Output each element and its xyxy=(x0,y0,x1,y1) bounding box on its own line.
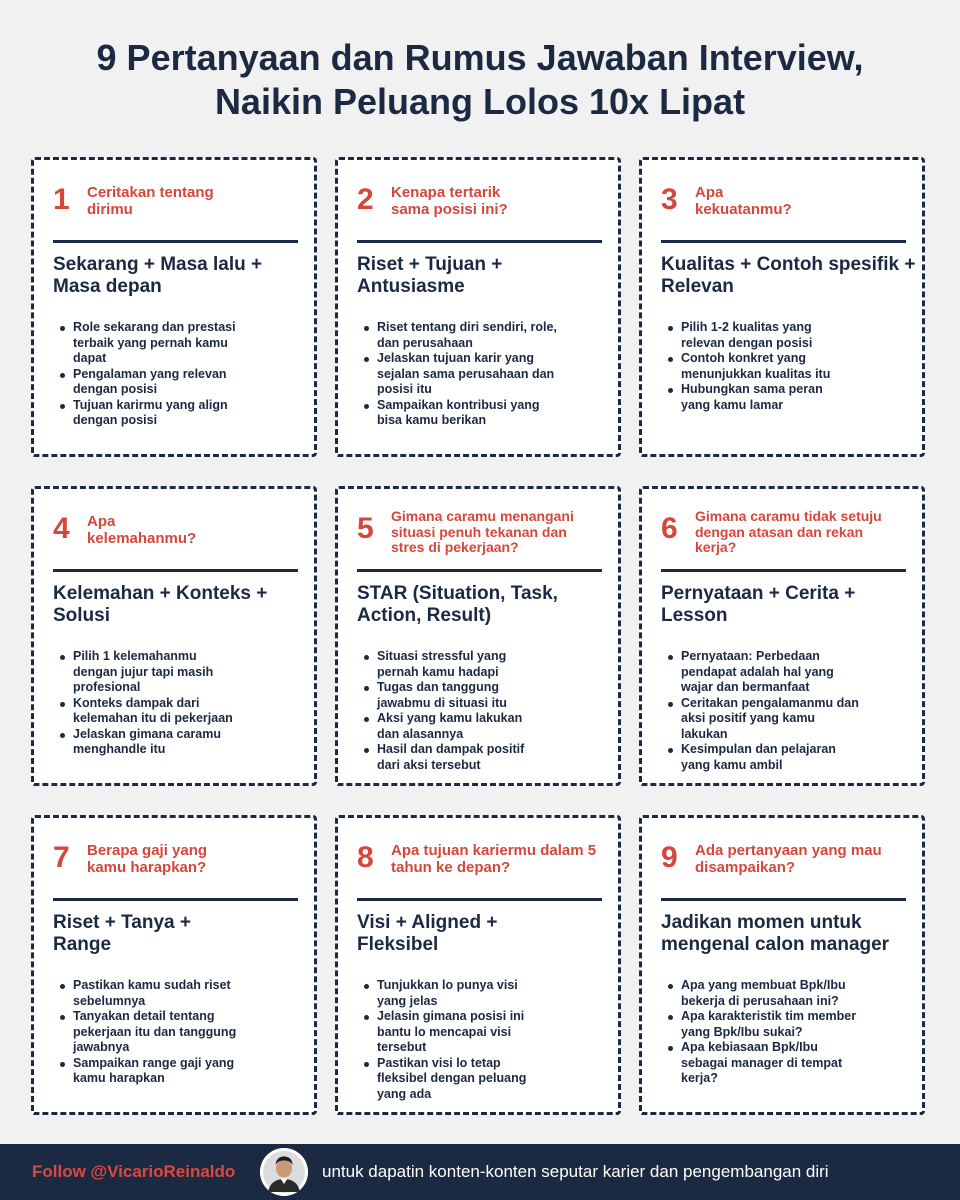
bullet-item: Pilih 1-2 kualitas yang relevan dengan posisi xyxy=(681,320,851,351)
bullet-item: Tugas dan tanggung jawabmu di situasi itu xyxy=(377,680,537,711)
page-title xyxy=(0,36,960,124)
question-card-8 xyxy=(335,815,621,1115)
card-header xyxy=(357,838,602,888)
bullet-item: Ceritakan pengalamanmu dan aksi positif yang kamu lakukan xyxy=(681,696,861,743)
bullet-item: Pernyataan: Perbedaan pendapat adalah hal yang wajar dan bermanfaat xyxy=(681,649,861,696)
card-divider xyxy=(661,898,906,901)
card-question: Apa tujuan kariermu dalam 5 tahun ke depan? xyxy=(391,842,597,876)
bullet-item: Situasi stressful yang pernah kamu hadapi xyxy=(377,649,537,680)
bullet-item: Sampaikan kontribusi yang bisa kamu berikan xyxy=(377,398,557,429)
card-bullets xyxy=(357,649,537,773)
card-divider xyxy=(53,898,298,901)
card-question: Apa kekuatanmu? xyxy=(695,184,792,218)
bullet-item: Riset tentang diri sendiri, role, dan perusahaan xyxy=(377,320,557,350)
card-header xyxy=(661,838,906,888)
card-bullets xyxy=(53,978,243,1087)
card-bullets xyxy=(357,978,537,1102)
question-card-2 xyxy=(335,157,621,457)
card-formula: Riset + Tujuan + Antusiasme xyxy=(357,254,503,297)
bullet-item: Tunjukkan lo punya visi yang jelas xyxy=(377,978,537,1009)
title-line-2: Naikin Peluang Lolos 10x Lipat xyxy=(214,81,746,122)
follow-link[interactable]: Follow @VicarioReinaldo xyxy=(32,1162,236,1181)
card-number: 8 xyxy=(357,841,374,874)
bullet-item: Tanyakan detail tentang pekerjaan itu dan tanggung jawabnya xyxy=(73,1009,243,1056)
card-header xyxy=(357,509,602,559)
card-divider xyxy=(661,569,906,572)
card-divider xyxy=(357,898,602,901)
bullet-item: Tujuan karirmu yang align dengan posisi xyxy=(73,398,243,429)
question-grid xyxy=(31,157,925,1117)
card-question: Berapa gaji yang kamu harapkan? xyxy=(87,842,208,876)
card-bullets xyxy=(357,320,557,429)
card-number: 1 xyxy=(53,183,70,216)
card-bullets xyxy=(661,320,851,413)
card-number: 4 xyxy=(53,512,70,545)
person-icon xyxy=(260,1148,308,1196)
bullet-item: Hasil dan dampak positif dari aksi tersebut xyxy=(377,742,537,773)
bullet-item: Hubungkan sama peran yang kamu lamar xyxy=(681,382,851,413)
card-formula: Sekarang + Masa lalu + Masa depan xyxy=(53,254,263,297)
bullet-item: Apa karakteristik tim member yang Bpk/Ibu sukai? xyxy=(681,1009,861,1040)
bullet-item: Apa kebiasaan Bpk/Ibu sebagai manager di tempat kerja? xyxy=(681,1040,861,1087)
card-formula: Riset + Tanya + Range xyxy=(53,912,191,955)
card-number: 3 xyxy=(661,183,678,216)
card-header xyxy=(661,509,906,559)
bullet-item: Aksi yang kamu lakukan dan alasannya xyxy=(377,711,537,742)
bullet-item: Pastikan kamu sudah riset sebelumnya xyxy=(73,978,243,1009)
card-question: Gimana caramu menangani situasi penuh tekanan dan stres di pekerjaan? xyxy=(391,508,574,555)
card-divider xyxy=(53,569,298,572)
bullet-item: Pengalaman yang relevan dengan posisi xyxy=(73,367,243,398)
bullet-item: Pastikan visi lo tetap fleksibel dengan peluang yang ada xyxy=(377,1056,537,1103)
bullet-item: Jelasin gimana posisi ini bantu lo mencapai visi tersebut xyxy=(377,1009,537,1056)
card-question: Ada pertanyaan yang mau disampaikan? xyxy=(695,842,882,876)
card-number: 6 xyxy=(661,512,678,545)
card-header xyxy=(53,180,298,230)
title-line-1: 9 Pertanyaan dan Rumus Jawaban Interview, xyxy=(96,37,864,78)
question-card-3 xyxy=(639,157,925,457)
question-card-1 xyxy=(31,157,317,457)
bullet-item: Contoh konkret yang menunjukkan kualitas itu xyxy=(681,351,851,382)
card-bullets xyxy=(661,649,861,773)
bullet-item: Pilih 1 kelemahanmu dengan jujur tapi masih profesional xyxy=(73,649,243,696)
card-bullets xyxy=(53,649,243,758)
card-divider xyxy=(661,240,906,243)
card-header xyxy=(53,838,298,888)
bullet-item: Jelaskan gimana caramu menghandle itu xyxy=(73,727,243,758)
question-card-4 xyxy=(31,486,317,786)
card-number: 2 xyxy=(357,183,374,216)
card-question: Kenapa tertarik sama posisi ini? xyxy=(391,184,508,218)
bullet-item: Jelaskan tujuan karir yang sejalan sama perusahaan dan posisi itu xyxy=(377,351,557,398)
bullet-item: Sampaikan range gaji yang kamu harapkan xyxy=(73,1056,243,1087)
question-card-7 xyxy=(31,815,317,1115)
card-header xyxy=(357,180,602,230)
card-divider xyxy=(357,569,602,572)
card-bullets xyxy=(53,320,243,429)
bullet-item: Kesimpulan dan pelajaran yang kamu ambil xyxy=(681,742,861,773)
question-card-6 xyxy=(639,486,925,786)
footer-tagline: untuk dapatin konten-konten seputar karier dan pengembangan diri xyxy=(322,1162,829,1181)
card-divider xyxy=(357,240,602,243)
card-formula: Pernyataan + Cerita + Lesson xyxy=(661,583,856,626)
card-number: 5 xyxy=(357,512,374,545)
question-card-5 xyxy=(335,486,621,786)
card-divider xyxy=(53,240,298,243)
bullet-item: Konteks dampak dari kelemahan itu di pekerjaan xyxy=(73,696,243,727)
card-question: Apa kelemahanmu? xyxy=(87,513,197,547)
footer-bar xyxy=(0,1144,960,1200)
card-header xyxy=(661,180,906,230)
card-bullets xyxy=(661,978,861,1087)
card-formula: Kelemahan + Konteks + Solusi xyxy=(53,583,268,626)
card-formula: Jadikan momen untuk mengenal calon manager xyxy=(661,912,890,955)
card-question: Ceritakan tentang dirimu xyxy=(87,184,214,218)
card-number: 9 xyxy=(661,841,678,874)
question-card-9 xyxy=(639,815,925,1115)
card-formula: Kualitas + Contoh spesifik + Relevan xyxy=(661,254,916,297)
bullet-item: Role sekarang dan prestasi terbaik yang pernah kamu dapat xyxy=(73,320,243,367)
card-number: 7 xyxy=(53,841,70,874)
card-formula: Visi + Aligned + Fleksibel xyxy=(357,912,498,955)
bullet-item: Apa yang membuat Bpk/Ibu bekerja di perusahaan ini? xyxy=(681,978,861,1009)
avatar xyxy=(260,1148,308,1196)
card-formula: STAR (Situation, Task, Action, Result) xyxy=(357,583,558,626)
card-header xyxy=(53,509,298,559)
card-question: Gimana caramu tidak setuju dengan atasan dan rekan kerja? xyxy=(695,508,882,555)
